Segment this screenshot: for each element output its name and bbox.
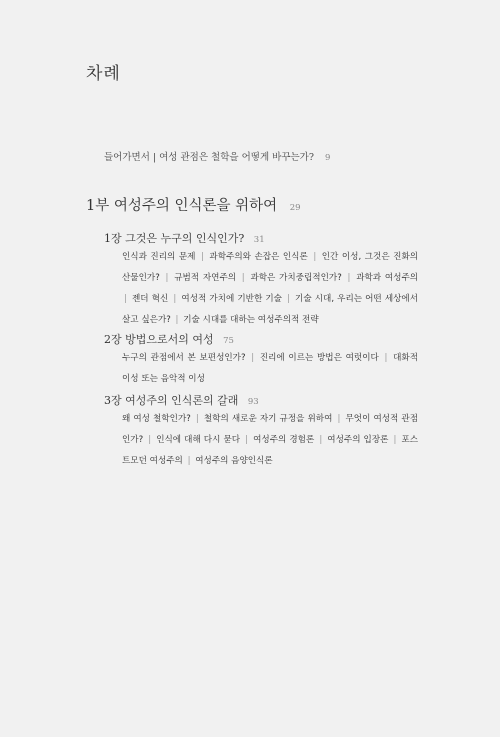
toc-chapter-2[interactable] [104, 331, 234, 347]
toc-section-item[interactable]: 여성적 가치에 기반한 기술 [181, 294, 282, 304]
section-separator: | [124, 294, 127, 304]
toc-section-item[interactable]: 과학은 가치중립적인가? [250, 273, 342, 283]
intro-page-number: 9 [325, 153, 331, 163]
chapter-3-sections [122, 409, 418, 472]
section-separator: | [175, 315, 179, 325]
part-page-number: 29 [289, 203, 301, 213]
toc-section-item[interactable]: 기술 시대, 우리는 어떤 세상에서 살고 싶은가? [122, 294, 419, 325]
section-separator: | [251, 353, 255, 363]
chapter-page-number: 75 [223, 336, 234, 346]
section-separator: | [337, 414, 341, 424]
section-separator: | [347, 273, 351, 283]
section-separator: | [393, 435, 397, 445]
page-title: 차례 [86, 64, 121, 84]
section-separator: | [200, 252, 204, 262]
chapter-page-number: 31 [253, 235, 265, 245]
chapter-label: 1장 그것은 누구의 인식인가? [104, 232, 245, 245]
chapter-1-sections [122, 247, 418, 331]
toc-section-item[interactable]: 젠더 혁신 [132, 294, 169, 304]
toc-section-item[interactable]: 왜 여성 철학인가? [122, 414, 191, 424]
toc-section-item[interactable]: 인식에 대해 다시 묻다 [156, 435, 241, 445]
chapter-label: 2장 방법으로서의 여성 [104, 333, 214, 346]
toc-section-item[interactable]: 여성주의 음양인식론 [195, 456, 273, 466]
toc-section-item[interactable]: 과학주의와 손잡은 인식론 [209, 252, 308, 262]
toc-section-item[interactable]: 기술 시대를 대하는 여성주의적 전략 [183, 315, 319, 325]
toc-section-item[interactable]: 대화적 이성 또는 음악적 이성 [122, 353, 418, 384]
toc-section-item[interactable]: 여성주의 경험론 [253, 435, 315, 445]
toc-intro-entry[interactable] [104, 149, 330, 163]
toc-part-1[interactable] [86, 194, 301, 215]
toc-chapter-1[interactable] [104, 230, 265, 246]
toc-section-item[interactable]: 누구의 관점에서 본 보편성인가? [122, 353, 246, 363]
section-separator: | [313, 252, 317, 262]
section-separator: | [187, 456, 191, 466]
chapter-page-number: 93 [247, 397, 259, 407]
toc-section-item[interactable]: 포스트모던 여성주의 [122, 435, 419, 466]
section-separator: | [287, 294, 290, 304]
section-separator: | [384, 353, 388, 363]
toc-section-item[interactable]: 인간 이성, 그것은 진화의 산물인가? [122, 252, 419, 283]
section-separator: | [173, 294, 177, 304]
toc-section-item[interactable]: 무엇이 여성적 관점인가? [122, 414, 419, 445]
section-separator: | [241, 273, 245, 283]
intro-label: 들어가면서 | 여성 관점은 철학을 어떻게 바꾸는가? [104, 152, 314, 163]
toc-section-item[interactable]: 규범적 자연주의 [174, 273, 237, 283]
toc-chapter-3[interactable] [104, 392, 259, 408]
section-separator: | [245, 435, 249, 445]
section-separator: | [165, 273, 169, 283]
toc-section-item[interactable]: 인식과 진리의 문제 [122, 252, 196, 262]
chapter-label: 3장 여성주의 인식론의 갈래 [104, 394, 239, 407]
part-label: 1부 여성주의 인식론을 위하여 [86, 198, 278, 214]
toc-section-item[interactable]: 과학과 여성주의 [356, 273, 419, 283]
toc-section-item[interactable]: 철학의 새로운 자기 규정을 위하여 [203, 414, 333, 424]
section-separator: | [148, 435, 152, 445]
toc-section-item[interactable]: 진리에 이르는 방법은 여럿이다 [259, 353, 379, 363]
section-separator: | [195, 414, 199, 424]
toc-section-item[interactable]: 여성주의 입장론 [327, 435, 389, 445]
chapter-2-sections [122, 348, 418, 390]
section-separator: | [319, 435, 323, 445]
